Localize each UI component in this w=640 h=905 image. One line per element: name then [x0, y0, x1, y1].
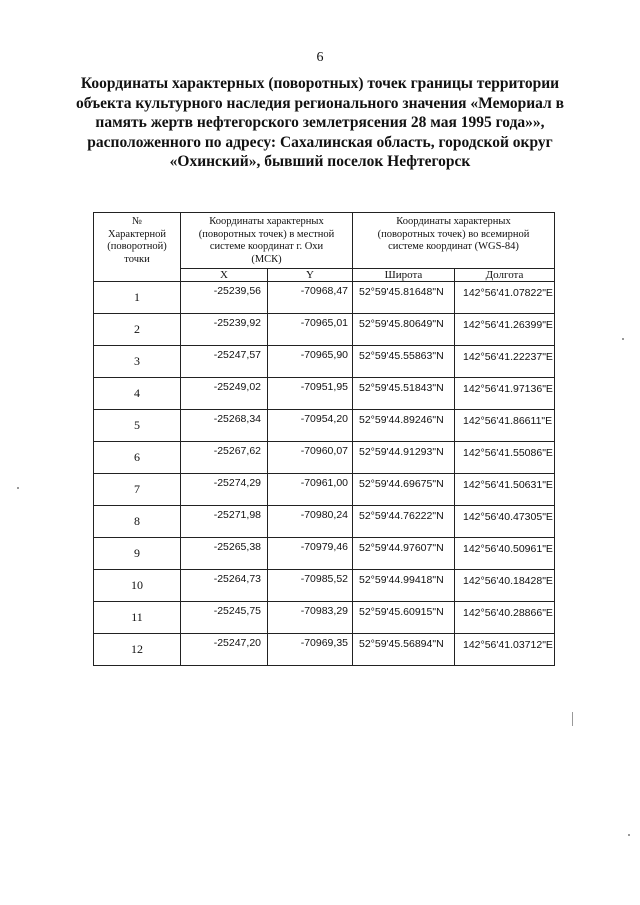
header-text: (поворотных точек) в местной: [198, 228, 335, 240]
table-row: [94, 410, 555, 442]
point-number-cell: 4: [94, 378, 181, 410]
scan-speck: [628, 834, 630, 836]
table-row: [94, 634, 555, 666]
latitude-cell: 52°59'44.91293"N: [353, 442, 455, 474]
y-coordinate-cell: -70960,07: [268, 442, 353, 474]
longitude-cell: 142°56'41.03712"E: [455, 634, 555, 666]
longitude-cell: 142°56'41.97136"E: [455, 378, 555, 410]
point-number-cell: 9: [94, 538, 181, 570]
point-number-cell: 2: [94, 314, 181, 346]
y-coordinate-cell: -70951,95: [268, 378, 353, 410]
header-text: системе координат г. Охи: [209, 241, 324, 252]
title-line: расположенного по адресу: Сахалинская область, городской округ: [87, 133, 553, 151]
table-row: [94, 282, 555, 314]
coordinates-table: [93, 212, 555, 666]
point-number-cell: 10: [94, 570, 181, 602]
latitude-cell: 52°59'45.81648"N: [353, 282, 455, 314]
longitude-cell: 142°56'41.22237"E: [455, 346, 555, 378]
latitude-cell: 52°59'44.76222"N: [353, 506, 455, 538]
longitude-cell: 142°56'40.50961"E: [455, 538, 555, 570]
header-text: (поворотных точек) во всемирной: [377, 228, 530, 240]
point-number-cell: 1: [94, 282, 181, 314]
y-coordinate-cell: -70969,35: [268, 634, 353, 666]
latitude-cell: 52°59'44.99418"N: [353, 570, 455, 602]
x-coordinate-cell: -25267,62: [181, 442, 268, 474]
header-text: системе координат (WGS-84): [388, 241, 519, 252]
title-line: «Охинский», бывший поселок Нефтегорск: [169, 153, 471, 170]
table-row: [94, 346, 555, 378]
point-number-cell: 5: [94, 410, 181, 442]
longitude-cell: 142°56'41.26399"E: [455, 314, 555, 346]
x-coordinate-cell: -25239,92: [181, 314, 268, 346]
y-coordinate-cell: -70983,29: [268, 602, 353, 634]
header-text: Координаты характерных: [396, 216, 511, 227]
point-number-cell: 3: [94, 346, 181, 378]
latitude-cell: 52°59'45.80649"N: [353, 314, 455, 346]
x-coordinate-cell: -25249,02: [181, 378, 268, 410]
longitude-cell: 142°56'40.47305"E: [455, 506, 555, 538]
point-number-cell: 11: [94, 602, 181, 634]
y-coordinate-cell: -70985,52: [268, 570, 353, 602]
latitude-cell: 52°59'45.55863"N: [353, 346, 455, 378]
longitude-cell: 142°56'40.18428"E: [455, 570, 555, 602]
table-row: [94, 314, 555, 346]
longitude-cell: 142°56'40.28866"E: [455, 602, 555, 634]
y-coordinate-cell: -70965,01: [268, 314, 353, 346]
page-number: 6: [316, 50, 324, 65]
header-text: (поворотной): [107, 241, 167, 252]
longitude-cell: 142°56'41.55086"E: [455, 442, 555, 474]
x-coordinate-cell: -25245,75: [181, 602, 268, 634]
y-coordinate-cell: -70954,20: [268, 410, 353, 442]
header-text: (МСК): [251, 253, 282, 265]
x-coordinate-cell: -25247,57: [181, 346, 268, 378]
header-text: точки: [124, 253, 150, 265]
subheader-longitude: Долгота: [455, 269, 555, 282]
point-number-cell: 12: [94, 634, 181, 666]
latitude-cell: 52°59'44.89246"N: [353, 410, 455, 442]
table-row: [94, 378, 555, 410]
latitude-cell: 52°59'45.56894"N: [353, 634, 455, 666]
y-coordinate-cell: -70980,24: [268, 506, 353, 538]
y-coordinate-cell: -70979,46: [268, 538, 353, 570]
point-number-cell: 7: [94, 474, 181, 506]
longitude-cell: 142°56'41.86611"E: [455, 410, 555, 442]
x-coordinate-cell: -25274,29: [181, 474, 268, 506]
latitude-cell: 52°59'45.60915"N: [353, 602, 455, 634]
subheader-latitude: Широта: [353, 269, 455, 282]
table-row: [94, 474, 555, 506]
y-coordinate-cell: -70965,90: [268, 346, 353, 378]
x-coordinate-cell: -25247,20: [181, 634, 268, 666]
table-row: [94, 442, 555, 474]
document-title: [60, 74, 580, 172]
longitude-cell: 142°56'41.07822"E: [455, 282, 555, 314]
table-row: [94, 570, 555, 602]
title-line: Координаты характерных (поворотных) точек границы территории: [80, 75, 560, 92]
latitude-cell: 52°59'44.97607"N: [353, 538, 455, 570]
header-point-number: [94, 213, 181, 282]
scan-speck: [622, 338, 624, 340]
x-coordinate-cell: -25264,73: [181, 570, 268, 602]
title-line: объекта культурного наследия регионального значения «Мемориал в: [76, 94, 564, 112]
subheader-x: X: [181, 269, 268, 282]
header-local-coordinates: [181, 213, 353, 269]
x-coordinate-cell: -25271,98: [181, 506, 268, 538]
y-coordinate-cell: -70968,47: [268, 282, 353, 314]
header-text: Характерной: [107, 228, 167, 240]
latitude-cell: 52°59'44.69675"N: [353, 474, 455, 506]
header-text: №: [131, 216, 143, 227]
subheader-y: Y: [268, 269, 353, 282]
latitude-cell: 52°59'45.51843"N: [353, 378, 455, 410]
table-row: [94, 602, 555, 634]
x-coordinate-cell: -25268,34: [181, 410, 268, 442]
title-line: память жертв нефтегорского землетрясения 28 мая 1995 года»»,: [95, 114, 545, 131]
point-number-cell: 6: [94, 442, 181, 474]
table-row: [94, 538, 555, 570]
header-wgs-coordinates: [353, 213, 555, 269]
longitude-cell: 142°56'41.50631"E: [455, 474, 555, 506]
scan-speck: [572, 712, 573, 726]
table-row: [94, 506, 555, 538]
y-coordinate-cell: -70961,00: [268, 474, 353, 506]
scan-speck: [17, 487, 19, 489]
x-coordinate-cell: -25239,56: [181, 282, 268, 314]
x-coordinate-cell: -25265,38: [181, 538, 268, 570]
point-number-cell: 8: [94, 506, 181, 538]
header-text: Координаты характерных: [209, 216, 324, 227]
